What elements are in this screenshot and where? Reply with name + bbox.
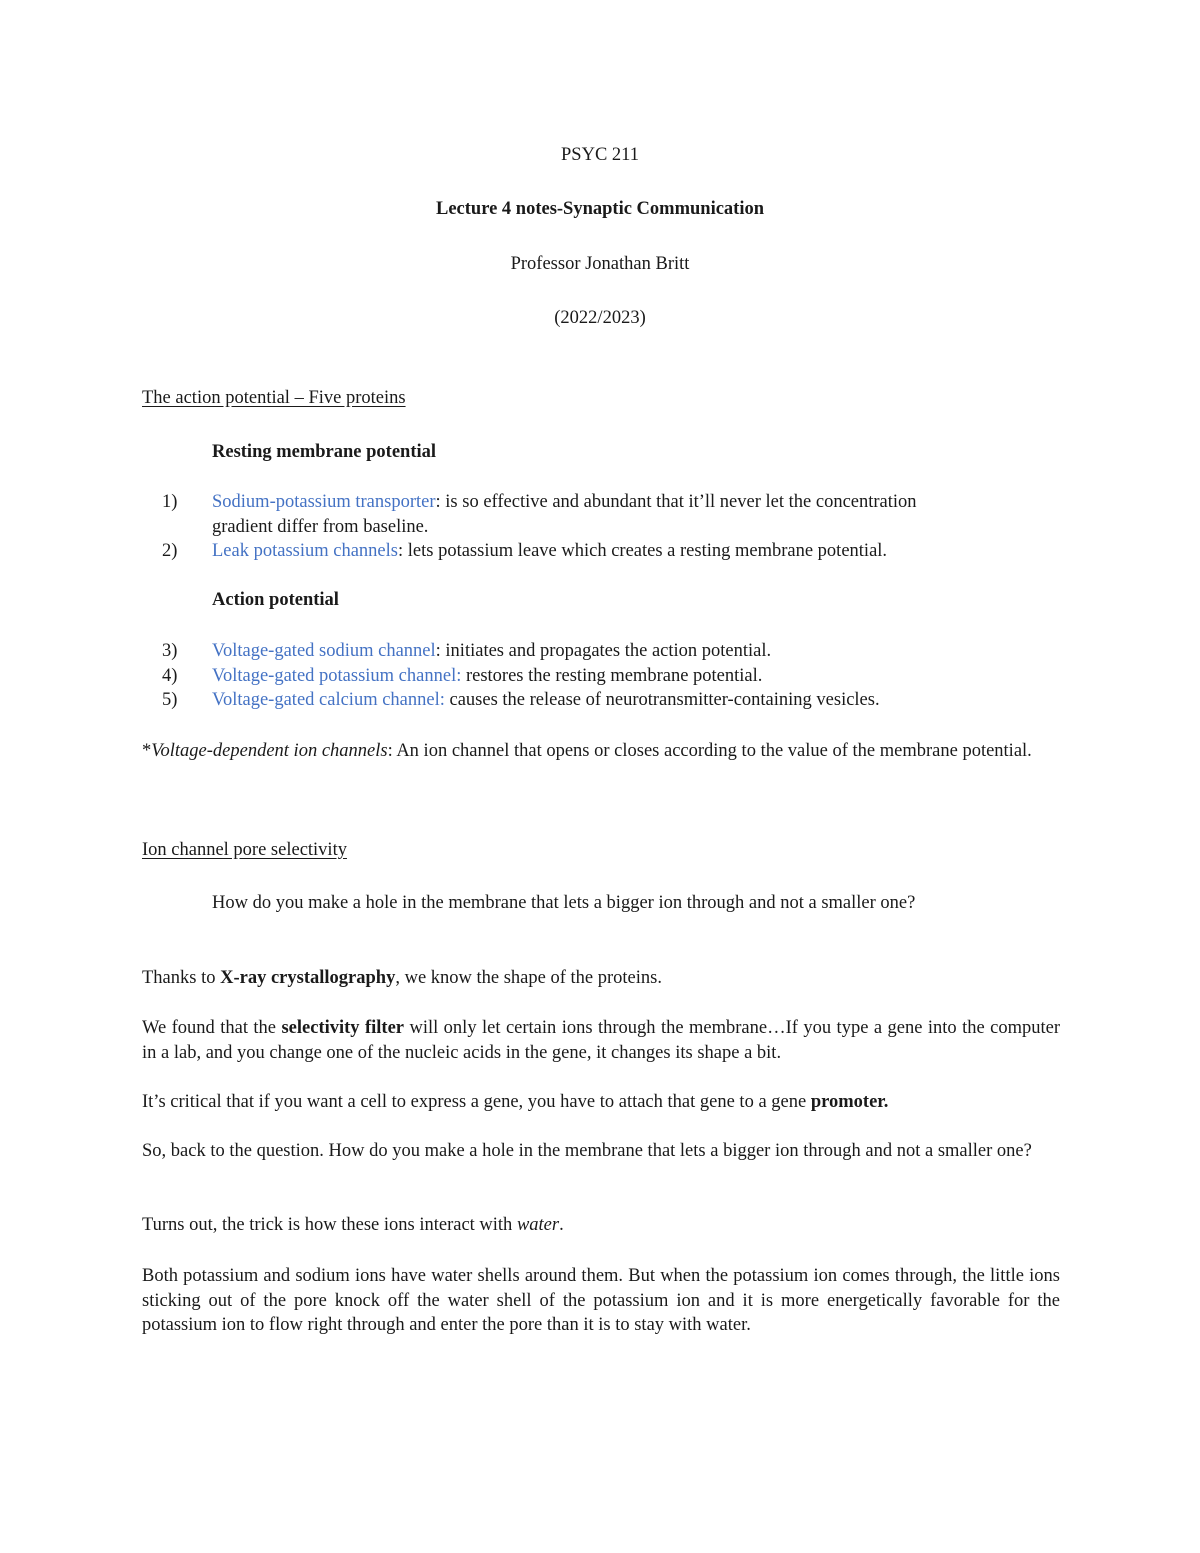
list-number: 2) [162,541,178,561]
key-question: How do you make a hole in the membrane that lets a bigger ion through and not a smaller one? [212,893,916,913]
section-heading-action-potential: The action potential – Five proteins [142,388,406,408]
subheading-action-potential: Action potential [212,590,339,610]
list-description: : initiates and propagates the action potential. [435,641,772,661]
note-term: Voltage-dependent ion channels [151,741,388,761]
text-run: Turns out, the trick is how these ions interact with [142,1215,517,1235]
paragraph-water [142,1213,1060,1238]
list-number: 3) [162,641,178,661]
subheading-resting-potential: Resting membrane potential [212,442,437,462]
definition-note [142,739,1060,764]
list-number: 4) [162,666,178,686]
paragraph-water-shells: Both potassium and sodium ions have water shells around them. But when the potassium ion comes through, the little ions sticking out of the pore knock off the water shell of the potassium ion and it is more energetically favorable for the potassium ion to flow right through and enter the pore than it is to stay with water. [142,1266,1060,1335]
section-heading-pore-selectivity: Ion channel pore selectivity [142,840,347,860]
course-code: PSYC 211 [561,145,639,165]
list-description: restores the resting membrane potential. [461,666,763,686]
list-description: causes the release of neurotransmitter-containing vesicles. [444,690,880,710]
list-text [212,664,1060,689]
list-description: : lets potassium leave which creates a resting membrane potential. [397,541,888,561]
list-text [212,490,1060,539]
protein-term: Sodium-potassium transporter [212,492,436,512]
text-run: will only let certain ions through the membrane…If you type a gene into the computer in a lab, and you change one of the nucleic acids in the gene, it changes its shape a bit. [142,1018,1060,1063]
protein-term: Leak potassium channels [212,541,398,561]
lecture-title: Lecture 4 notes-Synaptic Communication [435,199,765,219]
text-run: Thanks to [142,968,221,988]
bold-term: X-ray crystallography [220,968,396,988]
protein-term: Voltage-gated calcium channel: [212,690,445,710]
text-run: We found that the [142,1018,282,1038]
list-number: 1) [162,492,178,512]
paragraph-question-restated: So, back to the question. How do you make a hole in the membrane that lets a bigger ion through and not a smaller one? [142,1141,1032,1161]
academic-year: (2022/2023) [554,308,646,328]
paragraph-selectivity-filter [142,1016,1060,1065]
italic-term: water [516,1215,560,1235]
protein-term: Voltage-gated potassium channel: [212,666,462,686]
text-run: It’s critical that if you want a cell to express a gene, you have to attach that gene to a gene [142,1092,811,1112]
list-text [212,539,1060,564]
list-description-continued: gradient differ from baseline. [212,516,429,537]
list-number: 5) [162,690,178,710]
protein-term: Voltage-gated sodium channel [212,641,436,661]
note-asterisk: * [142,741,152,761]
paragraph-promoter [142,1090,1060,1115]
note-text: : An ion channel that opens or closes according to the value of the membrane potential. [387,741,1032,761]
list-text [212,639,1060,664]
bold-term: selectivity filter [281,1018,405,1038]
list-description: : is so effective and abundant that it’ll never let the concentration [435,492,917,512]
list-text [212,688,1060,713]
paragraph-crystallography [142,966,1060,991]
text-run: , we know the shape of the proteins. [395,968,662,988]
bold-term: promoter. [810,1092,889,1112]
text-run: . [559,1215,564,1235]
professor-name: Professor Jonathan Britt [510,254,690,274]
